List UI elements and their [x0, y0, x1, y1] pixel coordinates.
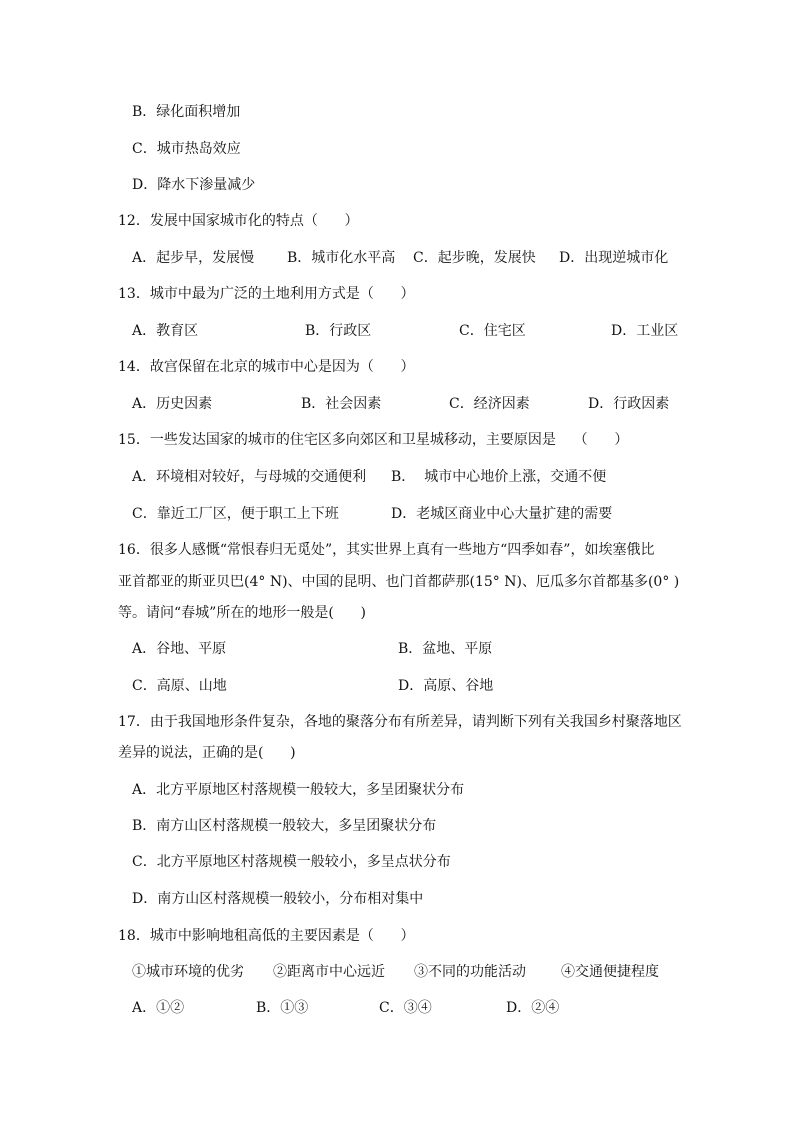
option-14a: A．历史因素	[132, 396, 213, 412]
item-18-3: ③不同的功能活动	[414, 964, 526, 980]
option-18c: C．③④	[379, 1000, 432, 1016]
option-11b: B．绿化面积增加	[132, 104, 241, 120]
option-11c: C．城市热岛效应	[132, 141, 241, 157]
option-16c: C．高原、山地	[132, 678, 227, 694]
option-15d: D．老城区商业中心大量扩建的需要	[391, 506, 613, 522]
option-13c: C．住宅区	[459, 323, 526, 339]
question-16-line-3: 等。请问“春城”所在的地形一般是( )	[118, 605, 366, 621]
question-13: 13．城市中最为广泛的土地利用方式是（ ）	[118, 286, 415, 302]
option-12d: D．出现逆城市化	[559, 250, 669, 266]
option-13b: B．行政区	[305, 323, 372, 339]
question-14: 14．故宫保留在北京的城市中心是因为（ ）	[118, 359, 415, 375]
option-15c: C．靠近工厂区，便于职工上下班	[132, 506, 339, 522]
question-15: 15．一些发达国家的城市的住宅区多向郊区和卫星城移动，主要原因是 （ ）	[118, 432, 629, 448]
question-18: 18．城市中影响地租高低的主要因素是（ ）	[118, 928, 415, 944]
option-16d: D．高原、谷地	[398, 678, 494, 694]
question-12: 12．发展中国家城市化的特点（ ）	[118, 213, 359, 229]
question-17-line-2: 差异的说法，正确的是( )	[118, 745, 296, 761]
item-18-2: ②距离市中心远近	[273, 964, 385, 980]
option-12b: B．城市化水平高	[287, 250, 396, 266]
option-16b: B．盆地、平原	[398, 641, 493, 657]
option-14d: D．行政因素	[588, 396, 670, 412]
option-17b: B．南方山区村落规模一般较大，多呈团聚状分布	[132, 818, 437, 834]
question-16-line-2: 亚首都亚的斯亚贝巴(4° N)、中国的昆明、也门首都萨那(15° N)、厄瓜多尔首都基多(0° )	[118, 574, 680, 590]
option-14b: B．社会因素	[301, 396, 382, 412]
option-16a: A．谷地、平原	[132, 641, 227, 657]
option-17a: A．北方平原地区村落规模一般较大，多呈团聚状分布	[132, 782, 465, 798]
question-17-line-1: 17．由于我国地形条件复杂，各地的聚落分布有所差异，请判断下列有关我国乡村聚落地区	[118, 714, 682, 730]
option-18a: A．①②	[132, 1000, 185, 1016]
option-15b: B． 城市中心地价上涨，交通不便	[391, 469, 607, 485]
item-18-4: ④交通便捷程度	[561, 964, 659, 980]
option-18d: D．②④	[506, 1000, 560, 1016]
option-12a: A．起步早，发展慢	[132, 250, 255, 266]
option-17c: C．北方平原地区村落规模一般较小，多呈点状分布	[132, 854, 451, 870]
option-13d: D．工业区	[611, 323, 679, 339]
option-17d: D．南方山区村落规模一般较小，分布相对集中	[132, 891, 424, 907]
option-13a: A．教育区	[132, 323, 199, 339]
option-12c: C．起步晚，发展快	[413, 250, 536, 266]
option-15a: A．环境相对较好，与母城的交通便利	[132, 469, 367, 485]
option-18b: B．①③	[256, 1000, 309, 1016]
item-18-1: ①城市环境的优劣	[132, 964, 244, 980]
question-16-line-1: 16．很多人感慨“常恨春归无觅处”，其实世界上真有一些地方“四季如春”，如埃塞俄比	[118, 542, 655, 558]
option-11d: D．降水下渗量减少	[132, 177, 256, 193]
option-14c: C．经济因素	[449, 396, 530, 412]
